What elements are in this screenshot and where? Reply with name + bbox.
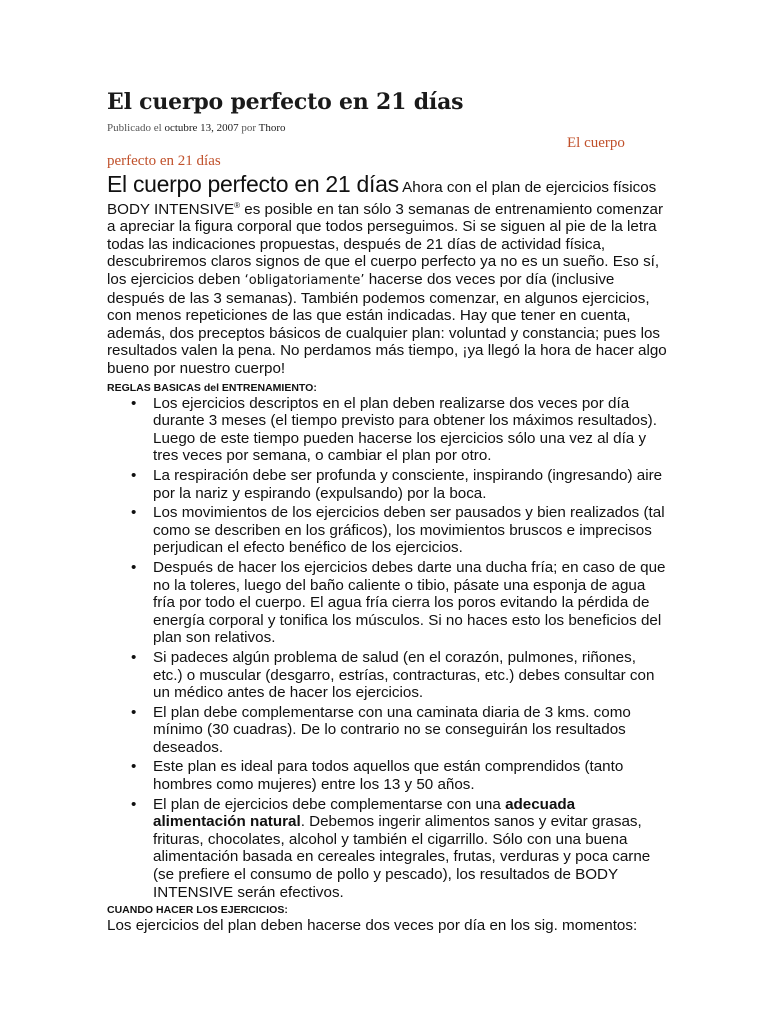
bullet-icon: • bbox=[131, 466, 137, 484]
bullet-icon: • bbox=[131, 703, 137, 721]
rule-text: Si padeces algún problema de salud (en el corazón, pulmones, riñones, etc.) o muscular (desgarro, estrías, contracturas, etc.) debes consultar con un médico antes de hacer los ejercicios. bbox=[153, 648, 655, 702]
bullet-icon: • bbox=[131, 795, 137, 813]
rule-text: Los ejercicios descriptos en el plan deben realizarse dos veces por día durante 3 meses (el tiempo previsto para obtener los máximos resultados). Luego de este tiempo pueden hacerse los ejercicios sólo una vez al día y tres veces por semana, o cambiar el plan por otro. bbox=[153, 394, 657, 465]
intro-heading: El cuerpo perfecto en 21 días bbox=[107, 171, 399, 197]
intro-text-3: hacerse dos veces por día (inclusive después de las 3 semanas). También podemos comenzar, en algunos ejercicios, con menos repeticiones de las que están indicadas. Hay que tener en cuenta, además, dos preceptos básicos de cualquier plan: voluntad y constancia; pues los resultados valen la pena. No perdamos más tiempo, ¡ya llegó la hora de hacer algo bueno por nuestro cuerpo! bbox=[107, 271, 667, 377]
rules-heading: REGLAS BASICAS del ENTRENAMIENTO: bbox=[107, 381, 317, 394]
post-meta bbox=[107, 122, 286, 134]
list-item bbox=[131, 394, 667, 465]
rule-text: Los movimientos de los ejercicios deben ser pausados y bien realizados (tal como se describen en los gráficos), los movimientos bruscos e imprecisos perjudican el efecto benéfico de los ejercicios. bbox=[153, 504, 665, 557]
list-item bbox=[131, 648, 667, 702]
list-item bbox=[131, 795, 667, 902]
rule-text: Después de hacer los ejercicios debes darte una ducha fría; en caso de que no la toleres, luego del baño caliente o tibio, pásate una esponja de agua fría por todo el cuerpo. El agua fría cierra los poros evitando la pérdida de energía corporal y tonifica los músculos. Si no haces esto los beneficios del plan son relativos. bbox=[153, 558, 666, 647]
rule-text: Este plan es ideal para todos aquellos que están comprendidos (tanto hombres como mujeres) entre los 13 y 50 años. bbox=[153, 758, 624, 794]
intro-quoted-word: ‘obligatoriamente’ bbox=[244, 273, 365, 289]
image-alt-text-part1: El cuerpo bbox=[567, 135, 625, 151]
bullet-icon: • bbox=[131, 558, 137, 576]
intro-text-2: es posible en tan sólo 3 semanas de entrenamiento comenzar a apreciar la figura corporal que todos perseguimos. Si se siguen al pie de la letra todas las indicaciones propuestas, después de 21 días de actividad física, descubriremos claros signos de que el cuerpo perfecto ya no es un sueño. Eso sí, los ejercicios deben bbox=[107, 200, 664, 289]
bullet-icon: • bbox=[131, 504, 137, 522]
list-item bbox=[131, 504, 667, 557]
rule-text-after: . Debemos ingerir alimentos sanos y evitar grasas, frituras, chocolates, alcohol y también el cigarrillo. Sólo con una buena alimentación basada en cereales integrales, frutas, verduras y poca carne (se prefiere el consumo de pollo y pescado), los resultados de BODY INTENSIVE serán efectivos. bbox=[153, 813, 651, 901]
rule-text-before: El plan de ejercicios debe complementarse con una bbox=[153, 795, 506, 813]
by-label: por bbox=[241, 122, 257, 134]
post-title: El cuerpo perfecto en 21 días bbox=[107, 89, 464, 115]
intro-text-1: Ahora con el plan de ejercicios físicos BODY INTENSIVE bbox=[107, 179, 657, 218]
list-item bbox=[131, 558, 667, 647]
post-date: octubre 13, 2007 bbox=[164, 122, 239, 134]
bullet-icon: • bbox=[131, 394, 137, 412]
post-author: Thoro bbox=[258, 122, 286, 134]
article-body bbox=[107, 172, 667, 935]
rule-text: La respiración debe ser profunda y consciente, inspirando (ingresando) aire por la nariz y espirando (expulsando) por la boca. bbox=[153, 466, 663, 502]
when-text: Los ejercicios del plan deben hacerse dos veces por día en los sig. momentos: bbox=[107, 917, 638, 935]
intro-paragraph bbox=[107, 172, 667, 378]
bullet-icon: • bbox=[131, 758, 137, 776]
rule-text: El plan debe complementarse con una caminata diaria de 3 kms. como mínimo (30 cuadras). De lo contrario no se conseguirán los resultados deseados. bbox=[153, 703, 631, 756]
rule-text-bold: adecuada alimentación natural bbox=[153, 795, 576, 831]
published-label: Publicado el bbox=[107, 122, 162, 134]
list-item bbox=[131, 758, 667, 794]
when-heading: CUANDO HACER LOS EJERCICIOS: bbox=[107, 904, 288, 917]
rules-list bbox=[107, 395, 667, 902]
registered-mark: ® bbox=[234, 200, 241, 210]
list-item bbox=[131, 703, 667, 757]
bullet-icon: • bbox=[131, 648, 137, 666]
image-alt-text-part2: perfecto en 21 días bbox=[107, 153, 221, 169]
list-item bbox=[131, 466, 667, 502]
